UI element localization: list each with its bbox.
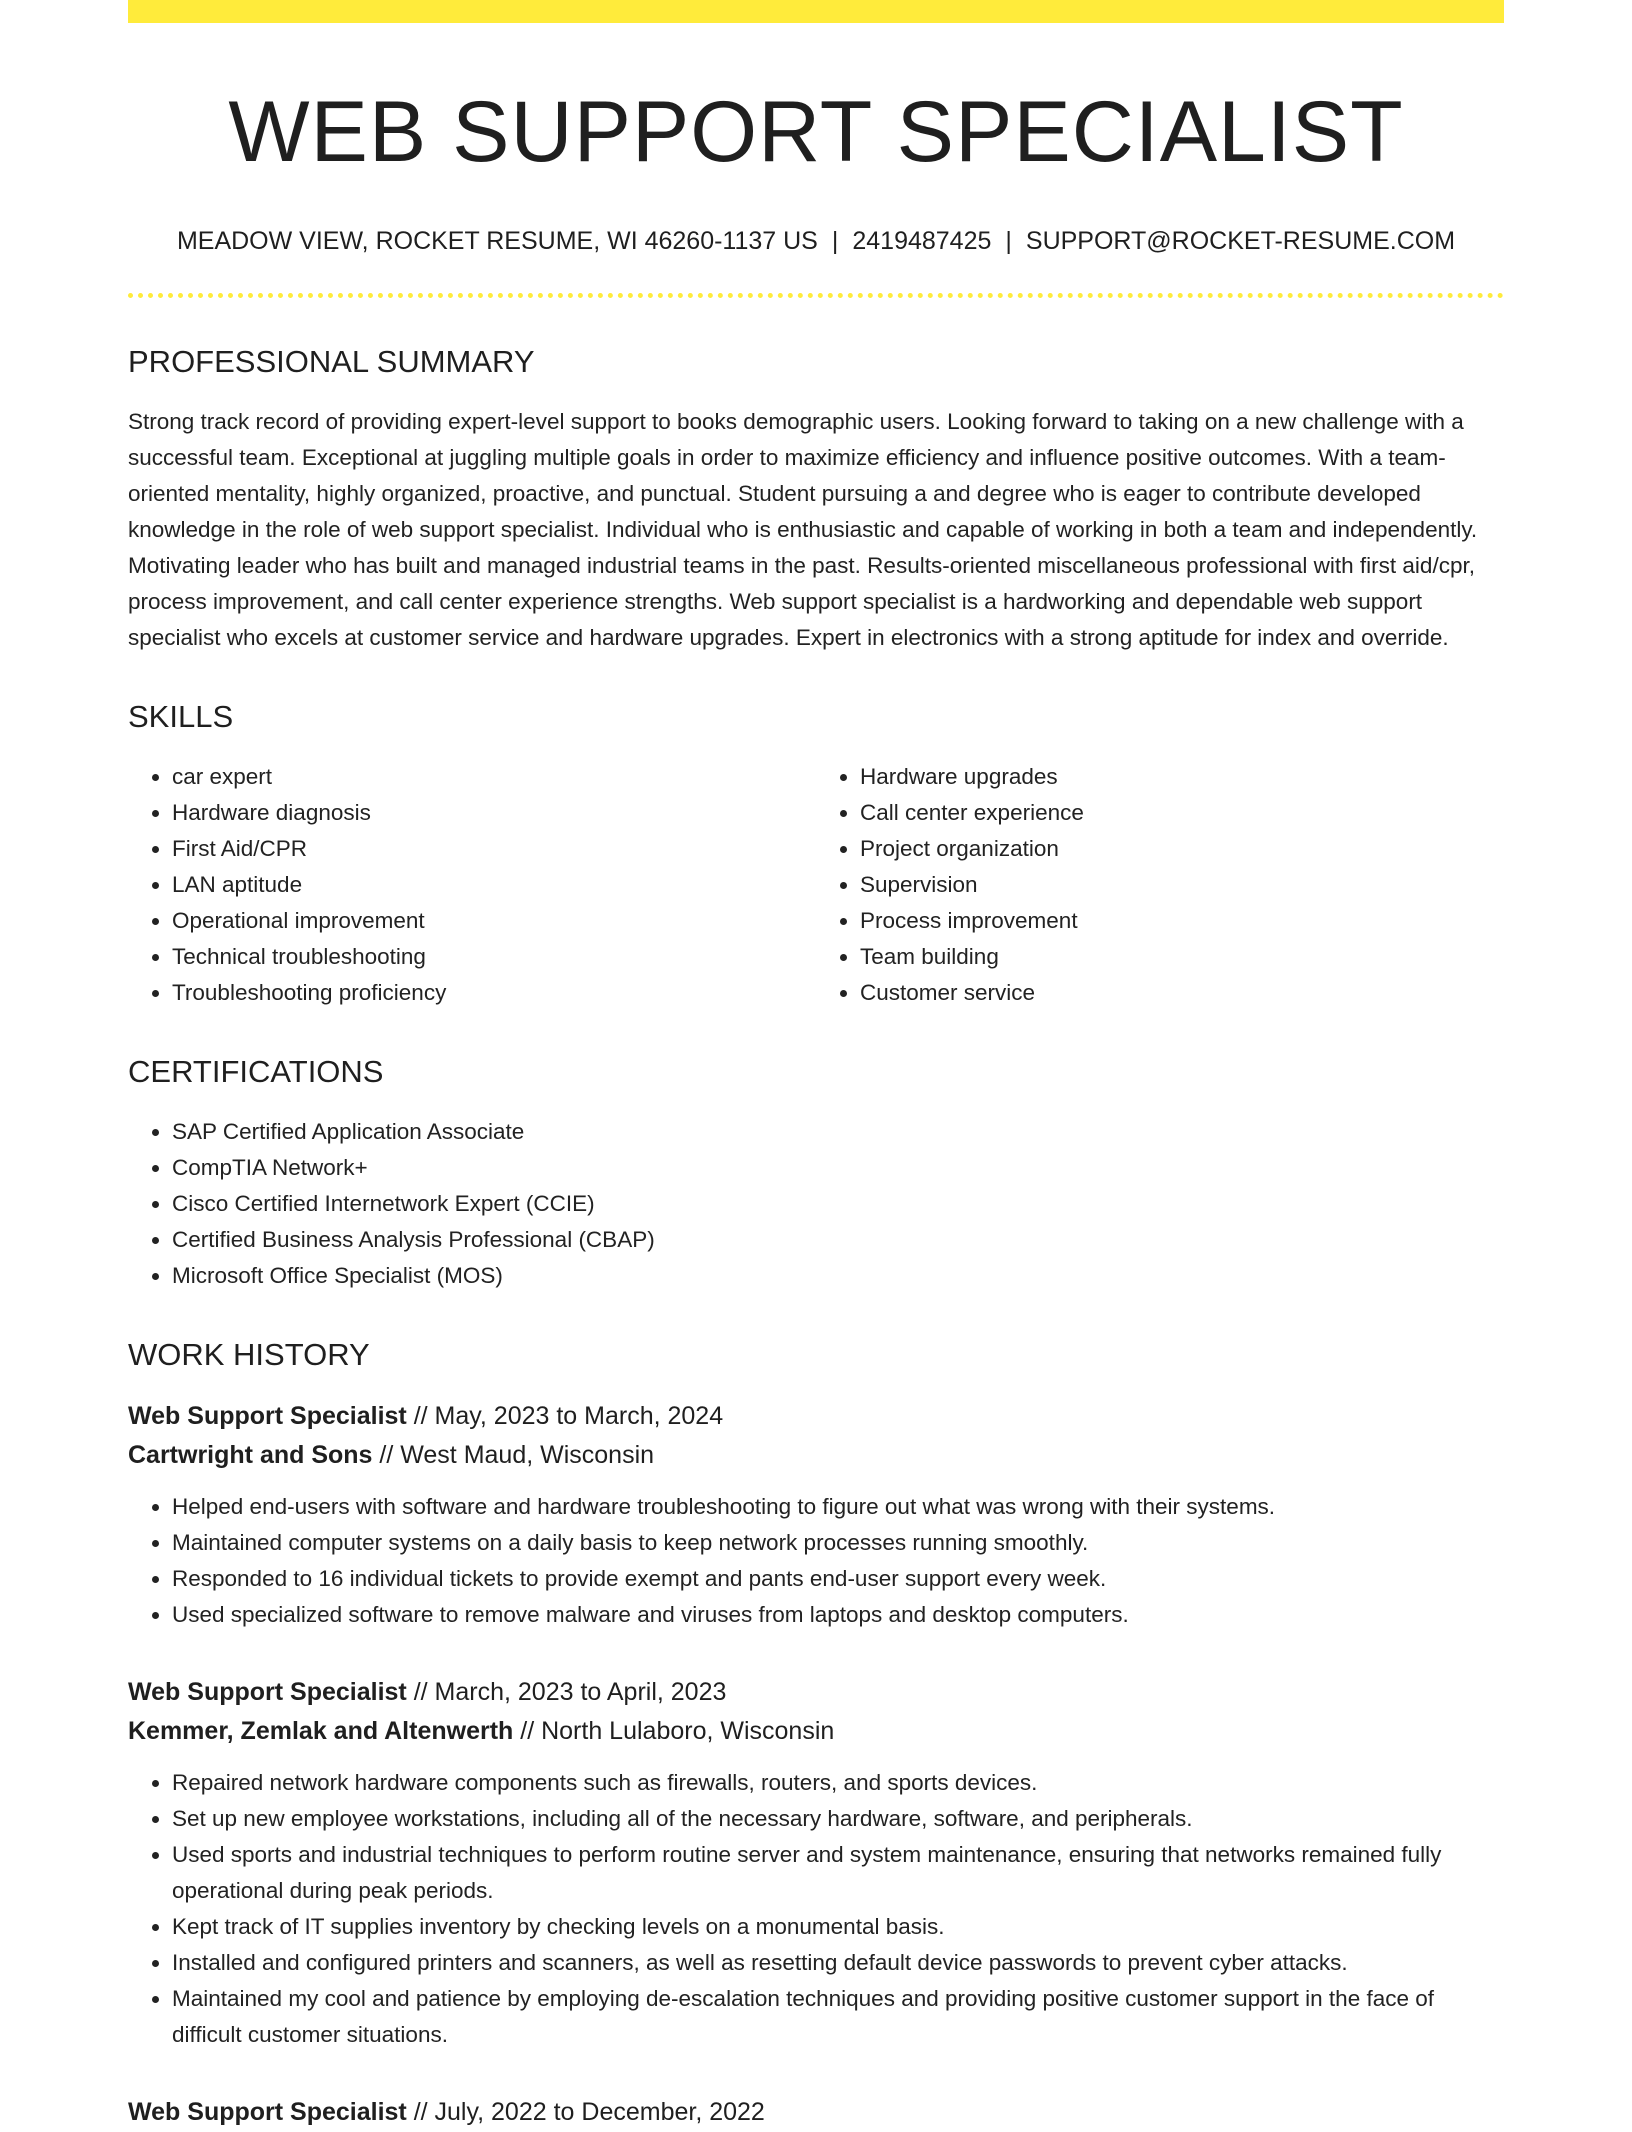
skills-grid <box>128 759 1504 1011</box>
job-title-line <box>128 1397 1504 1436</box>
contact-separator: | <box>1005 226 1012 255</box>
skill-item: • Customer service <box>860 975 1504 1011</box>
certification-item: • CompTIA Network+ <box>172 1150 1504 1186</box>
contact-line <box>128 226 1504 256</box>
skill-item: • Technical troubleshooting <box>172 939 816 975</box>
job-bullets <box>128 1765 1504 2053</box>
contact-phone: 2419487425 <box>852 226 992 255</box>
job-company-line <box>128 1436 1504 1475</box>
work-history-heading: WORK HISTORY <box>128 1337 370 1373</box>
job-entry <box>128 1397 1504 1633</box>
contact-address: MEADOW VIEW, ROCKET RESUME, WI 46260-1137 US <box>176 226 818 255</box>
job-bullet: • Installed and configured printers and scanners, as well as resetting default device passwords to prevent cyber attacks. <box>172 1945 1504 1981</box>
summary-heading: PROFESSIONAL SUMMARY <box>128 343 535 379</box>
job-bullet: • Set up new employee workstations, including all of the necessary hardware, software, and peripherals. <box>172 1801 1504 1837</box>
skills-list-left <box>128 759 816 1011</box>
certification-item: • Certified Business Analysis Professional (CBAP) <box>172 1222 1504 1258</box>
job-bullet: • Helped end-users with software and hardware troubleshooting to figure out what was wrong with their systems. <box>172 1489 1504 1525</box>
job-title-line <box>128 2093 1504 2132</box>
job-bullet: • Maintained my cool and patience by employing de-escalation techniques and providing positive customer support in the face of difficult customer situations. <box>172 1981 1504 2053</box>
skill-item: • Hardware diagnosis <box>172 795 816 831</box>
top-accent-bar <box>128 0 1504 23</box>
contact-separator: | <box>831 226 839 255</box>
job-bullet: • Used specialized software to remove malware and viruses from laptops and desktop computers. <box>172 1597 1504 1633</box>
skill-item: • Supervision <box>860 867 1504 903</box>
certification-item: • Microsoft Office Specialist (MOS) <box>172 1258 1504 1294</box>
job-company: Cartwright and Sons <box>128 1441 373 1470</box>
skill-item: • Project organization <box>860 831 1504 867</box>
job-title-line <box>128 1673 1504 1712</box>
job-bullet: • Used sports and industrial techniques to perform routine server and system maintenance, ensuring that networks remained fully operational during peak periods. <box>172 1837 1504 1909</box>
skill-item: • LAN aptitude <box>172 867 816 903</box>
page-title: WEB SUPPORT SPECIALIST <box>228 84 1404 180</box>
job-entry <box>128 1673 1504 2053</box>
job-bullet: • Responded to 16 individual tickets to provide exempt and pants end-user support every week. <box>172 1561 1504 1597</box>
skill-item: • car expert <box>172 759 816 795</box>
job-bullet: • Maintained computer systems on a daily basis to keep network processes running smoothly. <box>172 1525 1504 1561</box>
certification-item: • Cisco Certified Internetwork Expert (CCIE) <box>172 1186 1504 1222</box>
skill-item: • Team building <box>860 939 1504 975</box>
skill-item: • Operational improvement <box>172 903 816 939</box>
job-location: // North Lulaboro, Wisconsin <box>513 1717 835 1746</box>
job-entry <box>128 2093 1504 2132</box>
certification-item: • SAP Certified Application Associate <box>172 1114 1504 1150</box>
job-dates: // July, 2022 to December, 2022 <box>406 2098 765 2127</box>
job-bullet: • Repaired network hardware components such as firewalls, routers, and sports devices. <box>172 1765 1504 1801</box>
skills-heading: SKILLS <box>128 698 234 734</box>
job-dates: // March, 2023 to April, 2023 <box>406 1678 727 1707</box>
job-dates: // May, 2023 to March, 2024 <box>406 1402 724 1431</box>
header-divider <box>128 293 1504 298</box>
resume-page <box>128 0 1504 2132</box>
job-bullets <box>128 1489 1504 1633</box>
job-bullet: • Kept track of IT supplies inventory by checking levels on a monumental basis. <box>172 1909 1504 1945</box>
skills-list-right <box>816 759 1504 1011</box>
job-location: // West Maud, Wisconsin <box>372 1441 655 1470</box>
contact-email: SUPPORT@ROCKET-RESUME.COM <box>1025 226 1456 255</box>
job-company: Kemmer, Zemlak and Altenwerth <box>128 1717 514 1746</box>
certifications-heading: CERTIFICATIONS <box>128 1053 384 1089</box>
job-role: Web Support Specialist <box>128 1402 407 1431</box>
certifications-list <box>128 1114 1504 1294</box>
skill-item: • Call center experience <box>860 795 1504 831</box>
skill-item: • Troubleshooting proficiency <box>172 975 816 1011</box>
job-company-line <box>128 1712 1504 1751</box>
job-role: Web Support Specialist <box>128 2098 407 2127</box>
job-role: Web Support Specialist <box>128 1678 407 1707</box>
skill-item: • Hardware upgrades <box>860 759 1504 795</box>
skill-item: • First Aid/CPR <box>172 831 816 867</box>
summary-text: Strong track record of providing expert-level support to books demographic users. Looking forward to taking on a new challenge with a successful team. Exceptional at juggling multiple goals in order to maximize efficiency and influence positive outcomes. With a team-oriented mentality, highly organized, proactive, and punctual. Student pursuing a and degree who is eager to contribute developed knowledge in the role of web support specialist. Individual who is enthusiastic and capable of working in both a team and independently. Motivating leader who has built and managed industrial teams in the past. Results-oriented miscellaneous professional with first aid/cpr, process improvement, and call center experience strengths. Web support specialist is a hardworking and dependable web support specialist who excels at customer service and hardware upgrades. Expert in electronics with a strong aptitude for index and override. <box>128 408 1478 650</box>
skill-item: • Process improvement <box>860 903 1504 939</box>
